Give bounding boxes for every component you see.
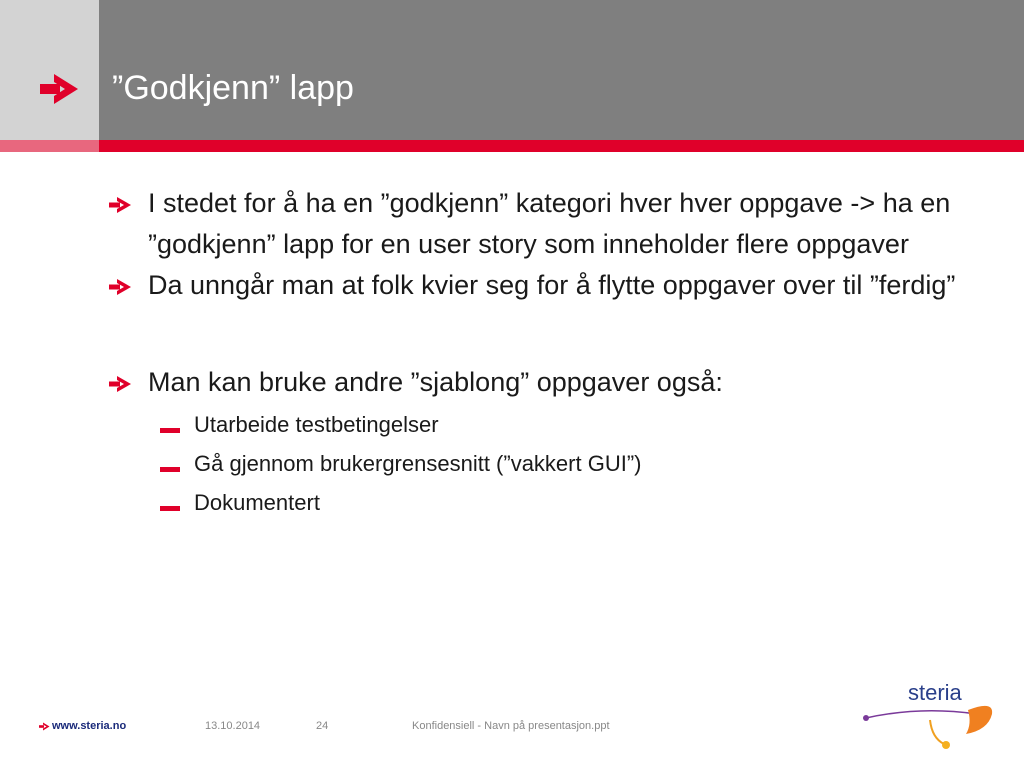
header-left-panel — [0, 0, 99, 140]
sub-bullet-item — [108, 444, 988, 483]
dash-icon — [160, 428, 180, 433]
steria-logo — [860, 684, 1010, 754]
svg-text:steria: steria — [908, 684, 962, 705]
bullet-item — [108, 265, 988, 306]
bullet-text: I stedet for å ha en ”godkjenn” kategori hver hver oppgave -> ha en ”godkjenn” lapp for en user story som inneholder flere oppgaver — [148, 188, 951, 259]
sub-bullet-item — [108, 405, 988, 444]
footer-arrow-icon — [39, 722, 50, 731]
bullet-arrow-icon — [109, 375, 132, 393]
dash-icon — [160, 467, 180, 472]
slide-title: ”Godkjenn” lapp — [112, 69, 354, 107]
sub-bullet-text: Utarbeide testbetingelser — [194, 412, 439, 437]
slide-content — [108, 183, 988, 522]
bullet-item — [108, 362, 988, 403]
sub-bullet-text: Gå gjennom brukergrensesnitt (”vakkert GUI”) — [194, 451, 642, 476]
bullet-arrow-icon — [109, 196, 132, 214]
bullet-item — [108, 183, 988, 265]
footer-date: 13.10.2014 — [205, 720, 261, 732]
bullet-arrow-icon — [109, 278, 132, 296]
header-accent-left — [0, 140, 99, 152]
title-arrow-icon — [40, 72, 80, 106]
footer-confidential-note: Konfidensiell - Navn på presentasjon.ppt — [412, 720, 610, 732]
sub-bullet-item — [108, 483, 988, 522]
sub-bullet-text: Dokumentert — [194, 490, 320, 515]
dash-icon — [160, 506, 180, 511]
bullet-text: Da unngår man at folk kvier seg for å flytte oppgaver over til ”ferdig” — [148, 270, 956, 300]
footer-page-number: 24 — [316, 720, 329, 732]
footer-website-link[interactable]: www.steria.no — [52, 720, 127, 732]
bullet-text: Man kan bruke andre ”sjablong” oppgaver også: — [148, 367, 723, 397]
header-accent-band — [99, 140, 1024, 152]
bullet-spacer — [108, 306, 988, 362]
sub-bullet-list — [108, 405, 988, 522]
